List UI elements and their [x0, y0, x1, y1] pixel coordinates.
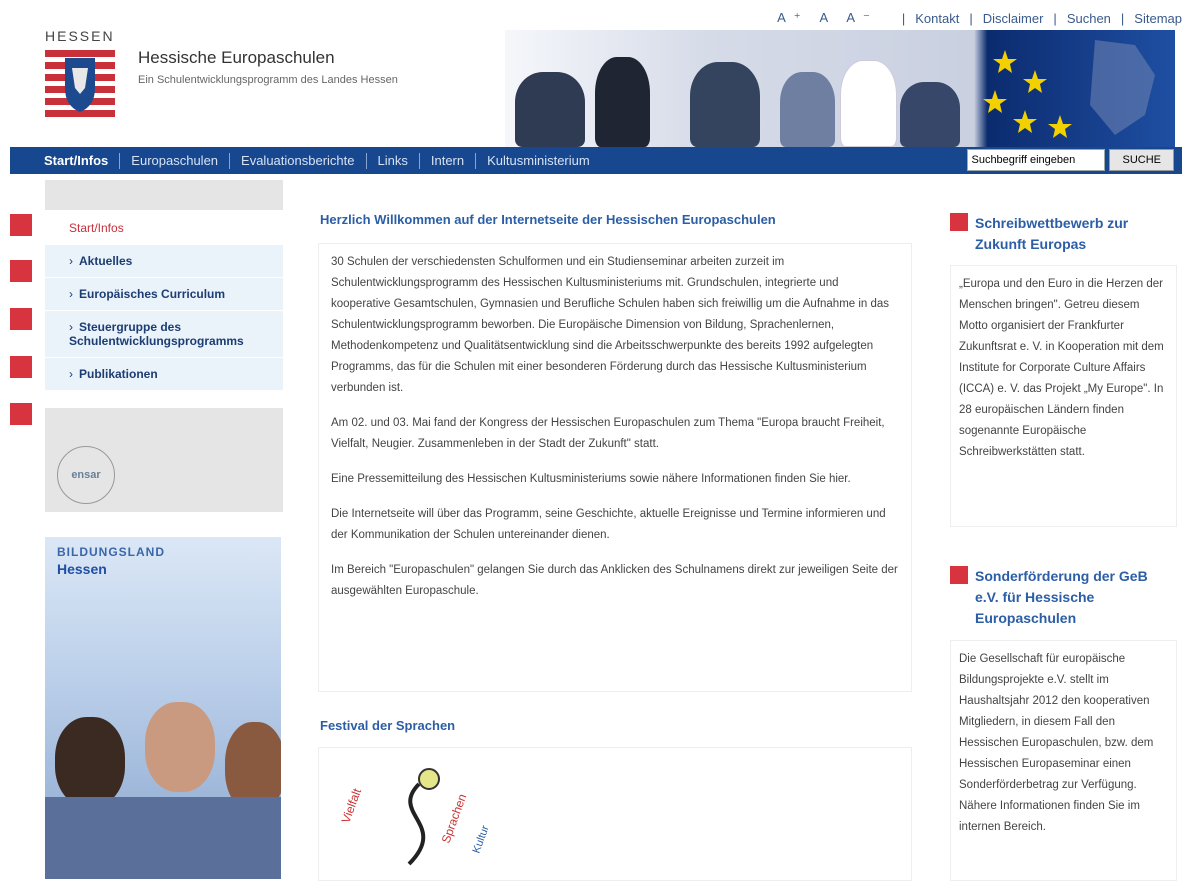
subnav-curriculum[interactable]: › Europäisches Curriculum	[45, 278, 283, 311]
main-navigation	[10, 147, 1182, 174]
red-marker	[10, 356, 32, 378]
paragraph: Am 02. und 03. Mai fand der Kongress der Hessischen Europaschulen zum Thema "Europa braucht Freiheit, Vielfalt, Neugier. Zusammenleben in der Stadt der Zukunft" statt.	[331, 417, 885, 450]
sonderfoerderung-box	[950, 640, 1177, 881]
eu-stars-graphic	[975, 30, 1175, 147]
top-utility-nav: A⁺ A A⁻ | Kontakt | Disclaimer | Suchen | Sitemap	[777, 10, 1182, 26]
nav-links[interactable]: Links	[367, 153, 420, 169]
hessen-crest-logo[interactable]	[45, 48, 115, 118]
sonderfoerderung-heading[interactable]: Sonderförderung der GeB e.V. für Hessische Europaschulen	[975, 568, 1148, 626]
paragraph: Die Internetseite will über das Programm, seine Geschichte, aktuelle Ereignisse und Termine informieren und der Kommunikation der Schulen untereinander dienen.	[331, 508, 886, 541]
nav-europaschulen[interactable]: Europaschulen	[120, 153, 230, 169]
nav-evaluationsberichte[interactable]: Evaluationsberichte	[230, 153, 366, 169]
site-title[interactable]: Hessische Europaschulen	[138, 48, 335, 67]
welcome-content	[318, 243, 912, 692]
red-marker	[10, 403, 32, 425]
promo-line2: Hessen	[57, 561, 107, 577]
hessen-wordmark: HESSEN	[45, 28, 115, 44]
ensar-logo[interactable]: ensar	[57, 446, 115, 504]
red-marker	[950, 213, 968, 231]
festival-heading: Festival der Sprachen	[320, 718, 456, 733]
subnav-publikationen[interactable]: › Publikationen	[45, 358, 283, 391]
subnav-steuergruppe[interactable]: › Steuergruppe des Schulentwicklungsprogramms	[45, 311, 283, 358]
arrow-right-icon: ›	[69, 287, 73, 301]
partner-logo-box	[45, 408, 283, 512]
nav-start-infos[interactable]: Start/Infos	[10, 153, 120, 169]
site-subtitle: Ein Schulentwicklungsprogramm des Landes Hessen	[138, 74, 398, 86]
arrow-right-icon: ›	[69, 254, 73, 268]
bildungsland-hessen-promo[interactable]	[45, 537, 281, 879]
svg-text:Sprachen: Sprachen	[438, 791, 470, 846]
red-marker	[950, 566, 968, 584]
sonderfoerderung-text: Die Gesellschaft für europäische Bildungsprojekte e.V. stellt im Haushaltsjahr 2012 den kooperativen Mitgliedern, in diesem Fall den Hessischen Europaschulen, bzw. dem Hessischen Europaseminar einen Sonderförderbetrag zur Verfügung. Nähere Informationen finden Sie im internen Bereich.	[959, 653, 1154, 833]
sitemap-link[interactable]: Sitemap	[1134, 10, 1182, 26]
festival-section	[318, 747, 912, 881]
subnavigation	[45, 212, 283, 391]
search-button[interactable]: SUCHE	[1109, 149, 1174, 171]
red-marker	[10, 214, 32, 236]
nav-intern[interactable]: Intern	[420, 153, 476, 169]
paragraph: Im Bereich "Europaschulen" gelangen Sie durch das Anklicken des Schulnamens direkt zur jeweiligen Seite der ausgewählten Europaschule.	[331, 564, 898, 597]
schreibwettbewerb-heading[interactable]: Schreibwettbewerb zur Zukunft Europas	[975, 215, 1129, 252]
paragraph: 30 Schulen der verschiedensten Schulformen und ein Studienseminar arbeiten zurzeit im Schulentwicklungsprogramm des Hessischen Kultusministeriums mit. Grundschulen, integrierte und kooperative Gesamtschulen, Gymnasien und Berufliche Schulen haben sich freiwillig um die Aufnahme in das Schulentwicklungsprogramm beworben. Die Europäische Dimension von Bildung, Sprachenlernen, Methodenkompetenz und Qualitätsentwicklung sind die Arbeitsschwerpunkte des bereits 1992 aufgelegten Programms, das für die Schulen mit einer besonderen Förderung durch das Hessische Kultusministerium verbunden ist.	[331, 256, 890, 394]
svg-text:Kultur: Kultur	[470, 823, 492, 856]
svg-text:Vielfalt: Vielfalt	[338, 786, 365, 826]
subnav-aktuelles[interactable]: › Aktuelles	[45, 245, 283, 278]
welcome-heading: Herzlich Willkommen auf der Internetseite der Hessischen Europaschulen	[320, 212, 776, 227]
left-column-header	[45, 180, 283, 210]
arrow-right-icon: ›	[69, 367, 73, 381]
search-form	[967, 149, 1174, 171]
paragraph: Eine Pressemitteilung des Hessischen Kultusministeriums sowie nähere Informationen finden Sie hier.	[331, 473, 851, 485]
font-size-controls[interactable]: A⁺ A A⁻	[777, 10, 878, 25]
schreibwettbewerb-box	[950, 265, 1177, 527]
festival-graphic[interactable]	[329, 754, 529, 881]
red-marker	[10, 308, 32, 330]
red-marker	[10, 260, 32, 282]
header-banner-image	[505, 30, 1175, 147]
schreibwettbewerb-text: „Europa und den Euro in die Herzen der Menschen bringen". Getreu diesem Motto organisiert der Frankfurter Zukunftsrat e. V. in Kooperation mit dem Institute for Corporate Culture Affairs (ICCA) e. V. das Projekt „My Europe". In 28 europäischen Ländern finden sogenannte Europäische Schreibwerkstätten statt.	[959, 278, 1164, 458]
search-input[interactable]	[967, 149, 1105, 171]
promo-line1: BILDUNGSLAND	[57, 545, 165, 559]
arrow-right-icon: ›	[69, 320, 73, 334]
suchen-link[interactable]: Suchen	[1066, 10, 1111, 26]
nav-kultusministerium[interactable]: Kultusministerium	[487, 152, 590, 168]
kontakt-link[interactable]: Kontakt	[915, 10, 960, 26]
subnav-start-infos[interactable]: Start/Infos	[45, 212, 283, 245]
disclaimer-link[interactable]: Disclaimer	[982, 10, 1044, 26]
